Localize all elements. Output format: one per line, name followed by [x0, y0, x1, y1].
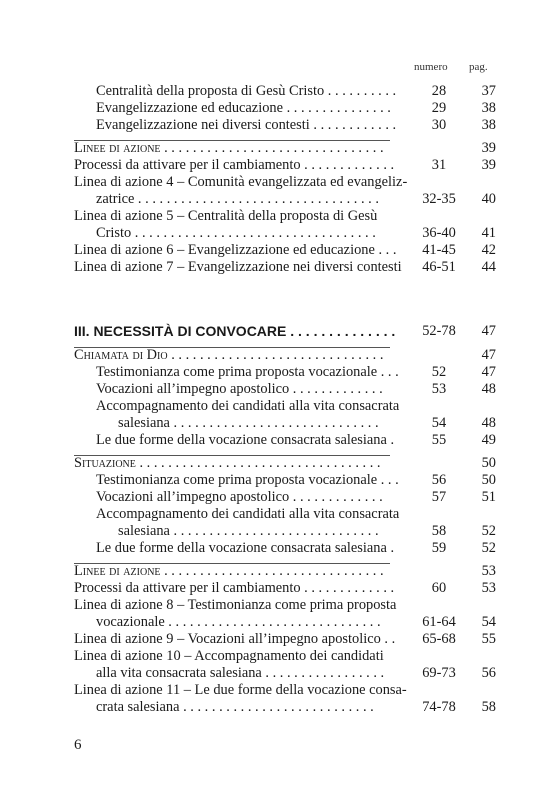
toc-entry-title: salesiana . . . . . . . . . . . . . . . . . . . . . . . . . . . . .: [118, 523, 379, 539]
toc-entry-title: Accompagnamento dei candidati alla vita consacrata: [96, 506, 400, 522]
toc-entry-page: 51: [481, 489, 496, 505]
toc-entry-number: 74-78: [422, 699, 456, 715]
toc-entry: [74, 630, 494, 648]
toc-entry: [74, 681, 494, 699]
toc-entry: [74, 207, 494, 225]
toc-entry: [74, 82, 494, 100]
toc-entry-title: Testimonianza come prima proposta vocazionale . . .: [96, 472, 399, 488]
toc-entry-number: 46-51: [422, 259, 456, 275]
toc-entry-page: 38: [481, 117, 496, 133]
toc-subsection-heading: [74, 454, 494, 472]
toc-entry-page: 52: [481, 540, 496, 556]
toc-entry-number: 69-73: [422, 665, 456, 681]
toc-entry: [74, 505, 494, 523]
toc-entry: [74, 380, 494, 398]
toc-subsection-heading: [74, 562, 494, 580]
toc-entry: [74, 241, 494, 259]
toc-entry: [74, 431, 494, 449]
toc-entry-page: 38: [481, 100, 496, 116]
toc-entry-page: 56: [481, 665, 496, 681]
toc-entry-page: 47: [481, 347, 496, 363]
toc-entry-page: 52: [481, 523, 496, 539]
toc-entry-title: crata salesiana . . . . . . . . . . . . . . . . . . . . . . . . . . .: [96, 699, 374, 715]
toc-entry-number: 56: [431, 472, 447, 488]
toc-entry-page: 39: [481, 140, 496, 156]
toc-entry: [74, 116, 494, 134]
toc-entry-number: 60: [431, 580, 447, 596]
toc-entry: [74, 664, 494, 682]
toc-section-heading: [74, 322, 494, 340]
toc-entry-title: Linea di azione 7 – Evangelizzazione nei diversi contesti: [74, 259, 402, 275]
toc-entry-title: Linea di azione 10 – Accompagnamento dei candidati: [74, 648, 384, 664]
toc-entry-number: 28: [431, 83, 447, 99]
toc-entry-number: 57: [431, 489, 447, 505]
toc-entry-page: 53: [481, 563, 496, 579]
toc-entry-title: Le due forme della vocazione consacrata salesiana .: [96, 540, 395, 556]
toc-entry-title: Cristo . . . . . . . . . . . . . . . . . . . . . . . . . . . . . . . . . .: [96, 225, 376, 241]
toc-entry-title: vocazionale . . . . . . . . . . . . . . . . . . . . . . . . . . . . . .: [96, 614, 381, 630]
toc-entry-title: Le due forme della vocazione consacrata salesiana .: [96, 432, 395, 448]
toc-entry: [74, 539, 494, 557]
toc-entry-number: 53: [431, 381, 447, 397]
toc-entry-page: 58: [481, 699, 496, 715]
toc-entry-page: 41: [481, 225, 496, 241]
toc-entry: [74, 522, 494, 540]
toc-entry-page: 48: [481, 415, 496, 431]
toc-entry-title: Vocazioni all’impegno apostolico . . . . . . . . . . . . .: [96, 489, 383, 505]
toc-entry-number: 55: [431, 432, 447, 448]
toc-entry: [74, 698, 494, 716]
toc-entry-page: 37: [481, 83, 496, 99]
toc-entry-page: 53: [481, 580, 496, 596]
toc-entry-title: Linee di azione . . . . . . . . . . . . . . . . . . . . . . . . . . . . . . .: [74, 140, 384, 156]
toc-entry-page: 50: [481, 472, 496, 488]
toc-entry-number: 58: [431, 523, 447, 539]
toc-entry-number: 32-35: [422, 191, 456, 207]
toc-entry-page: 47: [481, 323, 496, 339]
toc-entry: [74, 647, 494, 665]
toc-entry: [74, 414, 494, 432]
toc-entry-page: 47: [481, 364, 496, 380]
toc-entry-number: 52-78: [422, 323, 456, 339]
toc-entry-page: 55: [481, 631, 496, 647]
toc-entry-title: Linea di azione 9 – Vocazioni all’impegno apostolico . .: [74, 631, 396, 647]
toc-entry-title: Processi da attivare per il cambiamento . . . . . . . . . . . . .: [74, 157, 395, 173]
toc-entry: [74, 173, 494, 191]
toc-entry-title: Linea di azione 6 – Evangelizzazione ed educazione . . .: [74, 242, 397, 258]
toc-entry: [74, 156, 494, 174]
toc-entry-page: 42: [481, 242, 496, 258]
toc-entry-title: alla vita consacrata salesiana . . . . . . . . . . . . . . . . .: [96, 665, 385, 681]
toc-entry: [74, 471, 494, 489]
toc-entry: [74, 488, 494, 506]
toc-entry-page: 40: [481, 191, 496, 207]
toc-entry-title: salesiana . . . . . . . . . . . . . . . . . . . . . . . . . . . . .: [118, 415, 379, 431]
toc-entry-number: 65-68: [422, 631, 456, 647]
toc-entry-number: 29: [431, 100, 447, 116]
toc-entry-title: Accompagnamento dei candidati alla vita consacrata: [96, 398, 400, 414]
toc-entry-number: 31: [431, 157, 447, 173]
page-number: 6: [74, 737, 82, 753]
toc-entry-page: 54: [481, 614, 496, 630]
toc-entry: [74, 224, 494, 242]
toc-subsection-heading: [74, 139, 494, 157]
toc-entry: [74, 596, 494, 614]
toc-entry: [74, 397, 494, 415]
toc-entry-title: Processi da attivare per il cambiamento . . . . . . . . . . . . .: [74, 580, 395, 596]
toc-entry-title: Evangelizzazione ed educazione . . . . . . . . . . . . . . .: [96, 100, 391, 116]
toc-entry-title: Linea di azione 5 – Centralità della proposta di Gesù: [74, 208, 378, 224]
toc-entry-page: 50: [481, 455, 496, 471]
toc-entry-title: Linea di azione 4 – Comunità evangelizzata ed evangeliz-: [74, 174, 408, 190]
toc-entry-number: 41-45: [422, 242, 456, 258]
column-header-pag: pag.: [469, 61, 488, 73]
toc-entry: [74, 99, 494, 117]
toc-entry-number: 61-64: [422, 614, 456, 630]
toc-entry-number: 54: [431, 415, 447, 431]
toc-entry-title: Situazione . . . . . . . . . . . . . . . . . . . . . . . . . . . . . . . . . .: [74, 455, 381, 471]
toc-entry-title: Vocazioni all’impegno apostolico . . . . . . . . . . . . .: [96, 381, 383, 397]
toc-entry-title: Linee di azione . . . . . . . . . . . . . . . . . . . . . . . . . . . . . . .: [74, 563, 384, 579]
toc-entry-title: zatrice . . . . . . . . . . . . . . . . . . . . . . . . . . . . . . . . . .: [96, 191, 379, 207]
toc-entry-title: Chiamata di Dio . . . . . . . . . . . . . . . . . . . . . . . . . . . . . .: [74, 347, 384, 363]
toc-entry-number: 52: [431, 364, 447, 380]
toc-entry: [74, 363, 494, 381]
toc-entry: [74, 579, 494, 597]
toc-entry: [74, 190, 494, 208]
toc-entry-title: Linea di azione 8 – Testimonianza come prima proposta: [74, 597, 397, 613]
toc-entry-number: 59: [431, 540, 447, 556]
toc-entry-number: 36-40: [422, 225, 456, 241]
toc-entry-page: 48: [481, 381, 496, 397]
toc-entry: [74, 258, 494, 276]
toc-entry-title: Centralità della proposta di Gesù Cristo . . . . . . . . . .: [96, 83, 397, 99]
toc-entry-title: Linea di azione 11 – Le due forme della vocazione consa-: [74, 682, 407, 698]
toc-entry-page: 44: [481, 259, 496, 275]
toc-entry-title: Testimonianza come prima proposta vocazionale . . .: [96, 364, 399, 380]
toc-entry: [74, 613, 494, 631]
toc-entry-page: 49: [481, 432, 496, 448]
toc-entry-page: 39: [481, 157, 496, 173]
toc-entry-title: Evangelizzazione nei diversi contesti . . . . . . . . . . . .: [96, 117, 397, 133]
toc-subsection-heading: [74, 346, 494, 364]
toc-entry-number: 30: [431, 117, 447, 133]
section-title: III. NECESSITÀ DI CONVOCARE . . . . . . . . . . . . . .: [74, 323, 396, 339]
column-header-numero: numero: [414, 61, 448, 73]
